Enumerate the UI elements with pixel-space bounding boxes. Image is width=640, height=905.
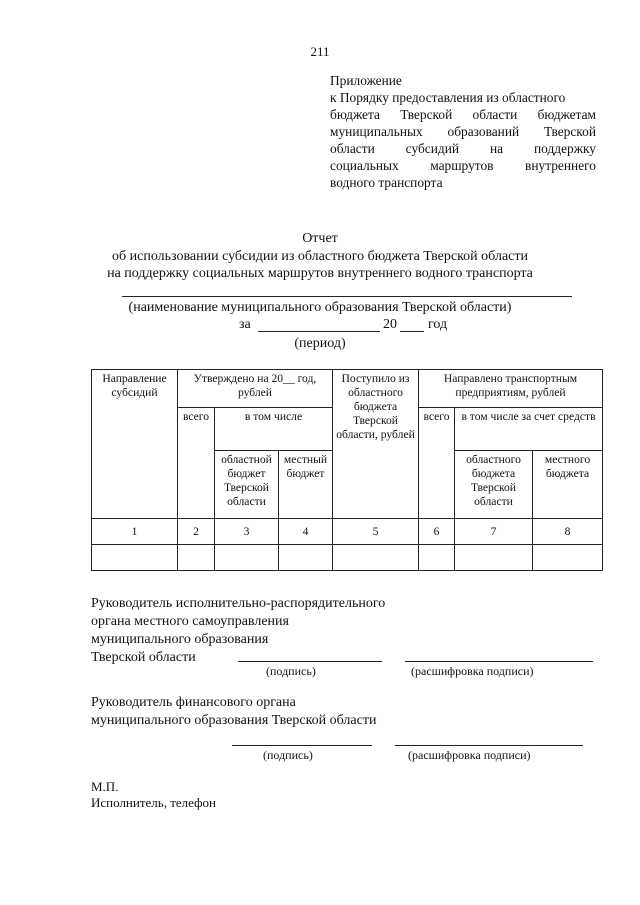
column-number: 7 [455, 519, 533, 545]
appendix-line: водного транспорта [330, 175, 443, 190]
decoding-line [395, 745, 583, 746]
appendix-heading: Приложение [330, 73, 402, 88]
header-regional-budget: областной бюджет Тверской области [215, 451, 279, 519]
head-fin-block [91, 694, 376, 730]
head-exec-line: муниципального образования [91, 632, 269, 647]
head-fin-line: муниципального образования Тверской области [91, 713, 377, 728]
signature-line [232, 745, 372, 746]
header-direction: Направление субсидий [92, 370, 178, 519]
empty-cell[interactable] [455, 545, 533, 571]
appendix-block [330, 72, 596, 191]
column-number: 1 [92, 519, 178, 545]
period-caption: (период) [294, 336, 346, 351]
column-number: 4 [279, 519, 333, 545]
appendix-line: к Порядку предоставления из областного [330, 90, 566, 105]
header-local-budget: местный бюджет [279, 451, 333, 519]
header-local-budget-gen: местного бюджета [533, 451, 603, 519]
decoding-line [405, 661, 593, 662]
decoding-caption: (расшифровка подписи) [408, 748, 531, 762]
signature-line [238, 661, 382, 662]
head-exec-block [91, 595, 385, 667]
period-prefix: за [239, 317, 251, 332]
appendix-line: области субсидий на поддержку [330, 141, 596, 156]
head-exec-line: Руководитель исполнительно-распорядительного [91, 596, 386, 611]
column-number: 6 [419, 519, 455, 545]
appendix-line: муниципальных образований Тверской [330, 124, 596, 139]
stamp-mark: М.П. [91, 779, 119, 794]
header-including: в том числе [215, 408, 333, 451]
report-table [91, 369, 603, 571]
page-number: 211 [310, 44, 330, 59]
column-number: 5 [333, 519, 419, 545]
header-including-from: в том числе за счет средств [455, 408, 603, 451]
header-regional-budget-gen: областного бюджета Тверской области [455, 451, 533, 519]
header-received: Поступило из областного бюджета Тверской области, рублей [333, 370, 419, 519]
appendix-line: бюджета Тверской области бюджетам [330, 107, 596, 122]
appendix-line: социальных маршрутов внутреннего [330, 158, 596, 173]
head-exec-line: органа местного самоуправления [91, 614, 289, 629]
empty-cell[interactable] [215, 545, 279, 571]
header-total-approved: всего [178, 408, 215, 519]
municipality-line [122, 296, 572, 297]
municipality-caption: (наименование муниципального образования Тверской области) [128, 300, 512, 315]
head-fin-line: Руководитель финансового органа [91, 695, 296, 710]
signature-caption: (подпись) [263, 748, 313, 762]
executor-phone: Исполнитель, телефон [91, 795, 216, 810]
empty-cell[interactable] [533, 545, 603, 571]
empty-cell[interactable] [333, 545, 419, 571]
signature-caption: (подпись) [266, 664, 316, 678]
column-number: 3 [215, 519, 279, 545]
report-title: Отчет [302, 231, 338, 246]
empty-cell[interactable] [279, 545, 333, 571]
column-number: 8 [533, 519, 603, 545]
column-number: 2 [178, 519, 215, 545]
empty-cell[interactable] [419, 545, 455, 571]
report-subtitle-2: на поддержку социальных маршрутов внутреннего водного транспорта [107, 266, 533, 281]
header-approved: Утверждено на 20__ год, рублей [178, 370, 333, 408]
period-year-prefix: 20 [383, 317, 397, 332]
report-subtitle-1: об использовании субсидии из областного бюджета Тверской области [112, 249, 528, 264]
header-total-directed: всего [419, 408, 455, 519]
period-suffix: год [428, 317, 448, 332]
header-directed: Направлено транспортным предприятиям, рублей [419, 370, 603, 408]
empty-cell[interactable] [178, 545, 215, 571]
empty-cell[interactable] [92, 545, 178, 571]
period-year-blank [400, 331, 424, 332]
head-exec-line: Тверской области [91, 650, 196, 665]
decoding-caption: (расшифровка подписи) [411, 664, 534, 678]
period-blank-line [258, 331, 380, 332]
